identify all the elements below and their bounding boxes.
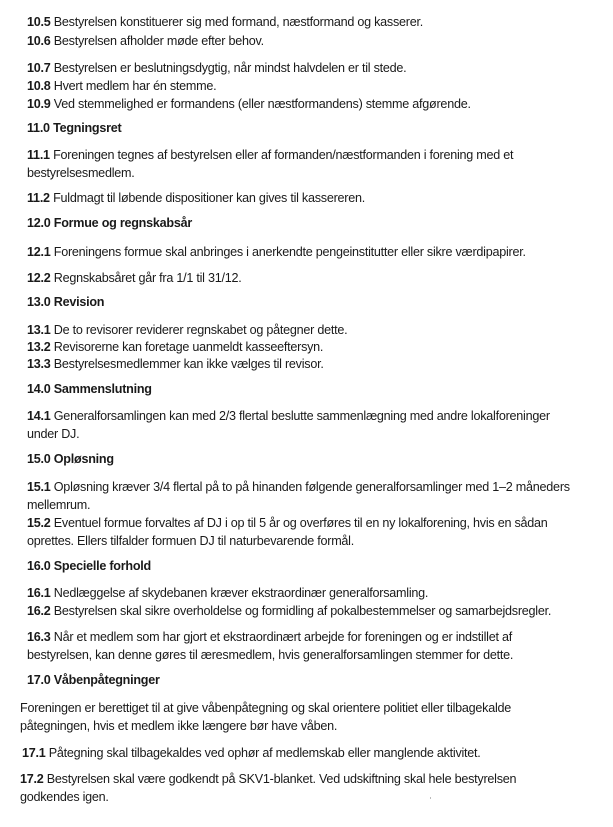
- clause-11-2: [27, 191, 365, 206]
- clause-text: Foreningen tegnes af bestyrelsen eller af formanden/næstformanden i forening med et: [53, 148, 514, 162]
- clause-text: De to revisorer reviderer regnskabet og påtegner dette.: [53, 323, 348, 337]
- clause-number: 13.3: [27, 357, 51, 371]
- section-heading-15: 15.0 Opløsning: [27, 452, 114, 466]
- clause-text: Fuldmagt til løbende dispositioner kan gives til kassereren.: [53, 191, 365, 205]
- paragraph-17-intro-cont: påtegningen, hvis et medlem ikke længere bør have våben.: [20, 719, 338, 733]
- clause-10-9: [27, 97, 471, 112]
- clause-11-1-cont: bestyrelsesmedlem.: [27, 166, 135, 180]
- clause-number: 14.1: [27, 409, 51, 423]
- clause-text: Generalforsamlingen kan med 2/3 flertal beslutte sammenlægning med andre lokalforeninger: [53, 409, 550, 423]
- clause-11-1: [27, 148, 513, 163]
- scan-speck: [430, 797, 431, 799]
- clause-number: 15.1: [27, 480, 51, 494]
- clause-number: 13.1: [27, 323, 51, 337]
- clause-12-1: [27, 245, 526, 260]
- clause-10-8: [27, 79, 216, 94]
- clause-text: Revisorerne kan foretage uanmeldt kasseeftersyn.: [53, 340, 324, 354]
- clause-text: Regnskabsåret går fra 1/1 til 31/12.: [53, 271, 242, 285]
- clause-10-5: [27, 15, 423, 30]
- clause-number: 17.1: [22, 746, 46, 760]
- clause-number: 16.3: [27, 630, 51, 644]
- clause-text: Bestyrelsen afholder møde efter behov.: [53, 34, 264, 48]
- clause-number: 11.1: [27, 148, 50, 162]
- clause-15-1-cont: mellemrum.: [27, 498, 91, 512]
- clause-text: Bestyrelsen er beslutningsdygtig, når mindst halvdelen er til stede.: [53, 61, 407, 75]
- clause-17-2-cont: godkendes igen.: [20, 790, 109, 804]
- section-heading-16: 16.0 Specielle forhold: [27, 559, 151, 573]
- clause-15-2-cont: oprettes. Ellers tilfalder formuen DJ til naturbevarende formål.: [27, 534, 354, 548]
- clause-number: 11.2: [27, 191, 50, 205]
- clause-text: Nedlæggelse af skydebanen kræver ekstraordinær generalforsamling.: [53, 586, 429, 600]
- clause-16-2: [27, 604, 551, 619]
- clause-text: Foreningens formue skal anbringes i anerkendte pengeinstitutter eller sikre værdipapirer.: [53, 245, 526, 259]
- clause-text: Bestyrelsen skal være godkendt på SKV1-blanket. Ved udskiftning skal hele bestyrelsen: [46, 772, 517, 786]
- clause-text: Eventuel formue forvaltes af DJ i op til 5 år og overføres til en ny lokalforening, hvis en sådan: [53, 516, 548, 530]
- clause-14-1-cont: under DJ.: [27, 427, 80, 441]
- clause-text: Påtegning skal tilbagekaldes ved ophør af medlemskab eller manglende aktivitet.: [48, 746, 481, 760]
- section-heading-14: 14.0 Sammenslutning: [27, 382, 152, 396]
- clause-10-6: [27, 34, 264, 49]
- paragraph-17-intro: Foreningen er berettiget til at give våbenpåtegning og skal orientere politiet eller tilbagekalde: [20, 701, 512, 715]
- section-heading-13: 13.0 Revision: [27, 295, 105, 309]
- section-heading-12: 12.0 Formue og regnskabsår: [27, 216, 192, 230]
- clause-number: 13.2: [27, 340, 51, 354]
- clause-text: Bestyrelsen konstituerer sig med formand, næstformand og kasserer.: [53, 15, 423, 29]
- section-heading-17: 17.0 Våbenpåtegninger: [27, 673, 160, 687]
- clause-number: 12.1: [27, 245, 51, 259]
- clause-number: 15.2: [27, 516, 51, 530]
- clause-number: 10.5: [27, 15, 51, 29]
- clause-16-3: [27, 630, 512, 645]
- clause-text: Bestyrelsesmedlemmer kan ikke vælges til revisor.: [53, 357, 324, 371]
- clause-number: 17.2: [20, 772, 44, 786]
- clause-number: 16.1: [27, 586, 51, 600]
- section-heading-11: 11.0 Tegningsret: [27, 121, 122, 135]
- clause-13-3: [27, 357, 324, 372]
- clause-number: 10.9: [27, 97, 51, 111]
- clause-text: Når et medlem som har gjort et ekstraordinært arbejde for foreningen og er indstillet af: [53, 630, 512, 644]
- clause-10-7: [27, 61, 406, 76]
- clause-17-2: [20, 772, 516, 787]
- clause-17-1: [22, 746, 481, 761]
- clause-number: 16.2: [27, 604, 51, 618]
- clause-13-2: [27, 340, 323, 355]
- clause-number: 10.6: [27, 34, 51, 48]
- clause-text: Ved stemmelighed er formandens (eller næstformandens) stemme afgørende.: [53, 97, 471, 111]
- clause-12-2: [27, 271, 241, 286]
- clause-15-1: [27, 480, 570, 495]
- clause-number: 12.2: [27, 271, 51, 285]
- clause-14-1: [27, 409, 550, 424]
- clause-number: 10.8: [27, 79, 51, 93]
- clause-text: Opløsning kræver 3/4 flertal på to på hinanden følgende generalforsamlinger med 1–2 måneders: [53, 480, 570, 494]
- clause-text: Hvert medlem har én stemme.: [53, 79, 217, 93]
- clause-number: 10.7: [27, 61, 51, 75]
- clause-16-1: [27, 586, 428, 601]
- clause-13-1: [27, 323, 347, 338]
- clause-text: Bestyrelsen skal sikre overholdelse og formidling af pokalbestemmelser og samarbejdsregler.: [53, 604, 552, 618]
- clause-15-2: [27, 516, 548, 531]
- clause-16-3-cont: bestyrelsen, kan denne gøres til æresmedlem, hvis generalforsamlingen stemmer for dette.: [27, 648, 514, 662]
